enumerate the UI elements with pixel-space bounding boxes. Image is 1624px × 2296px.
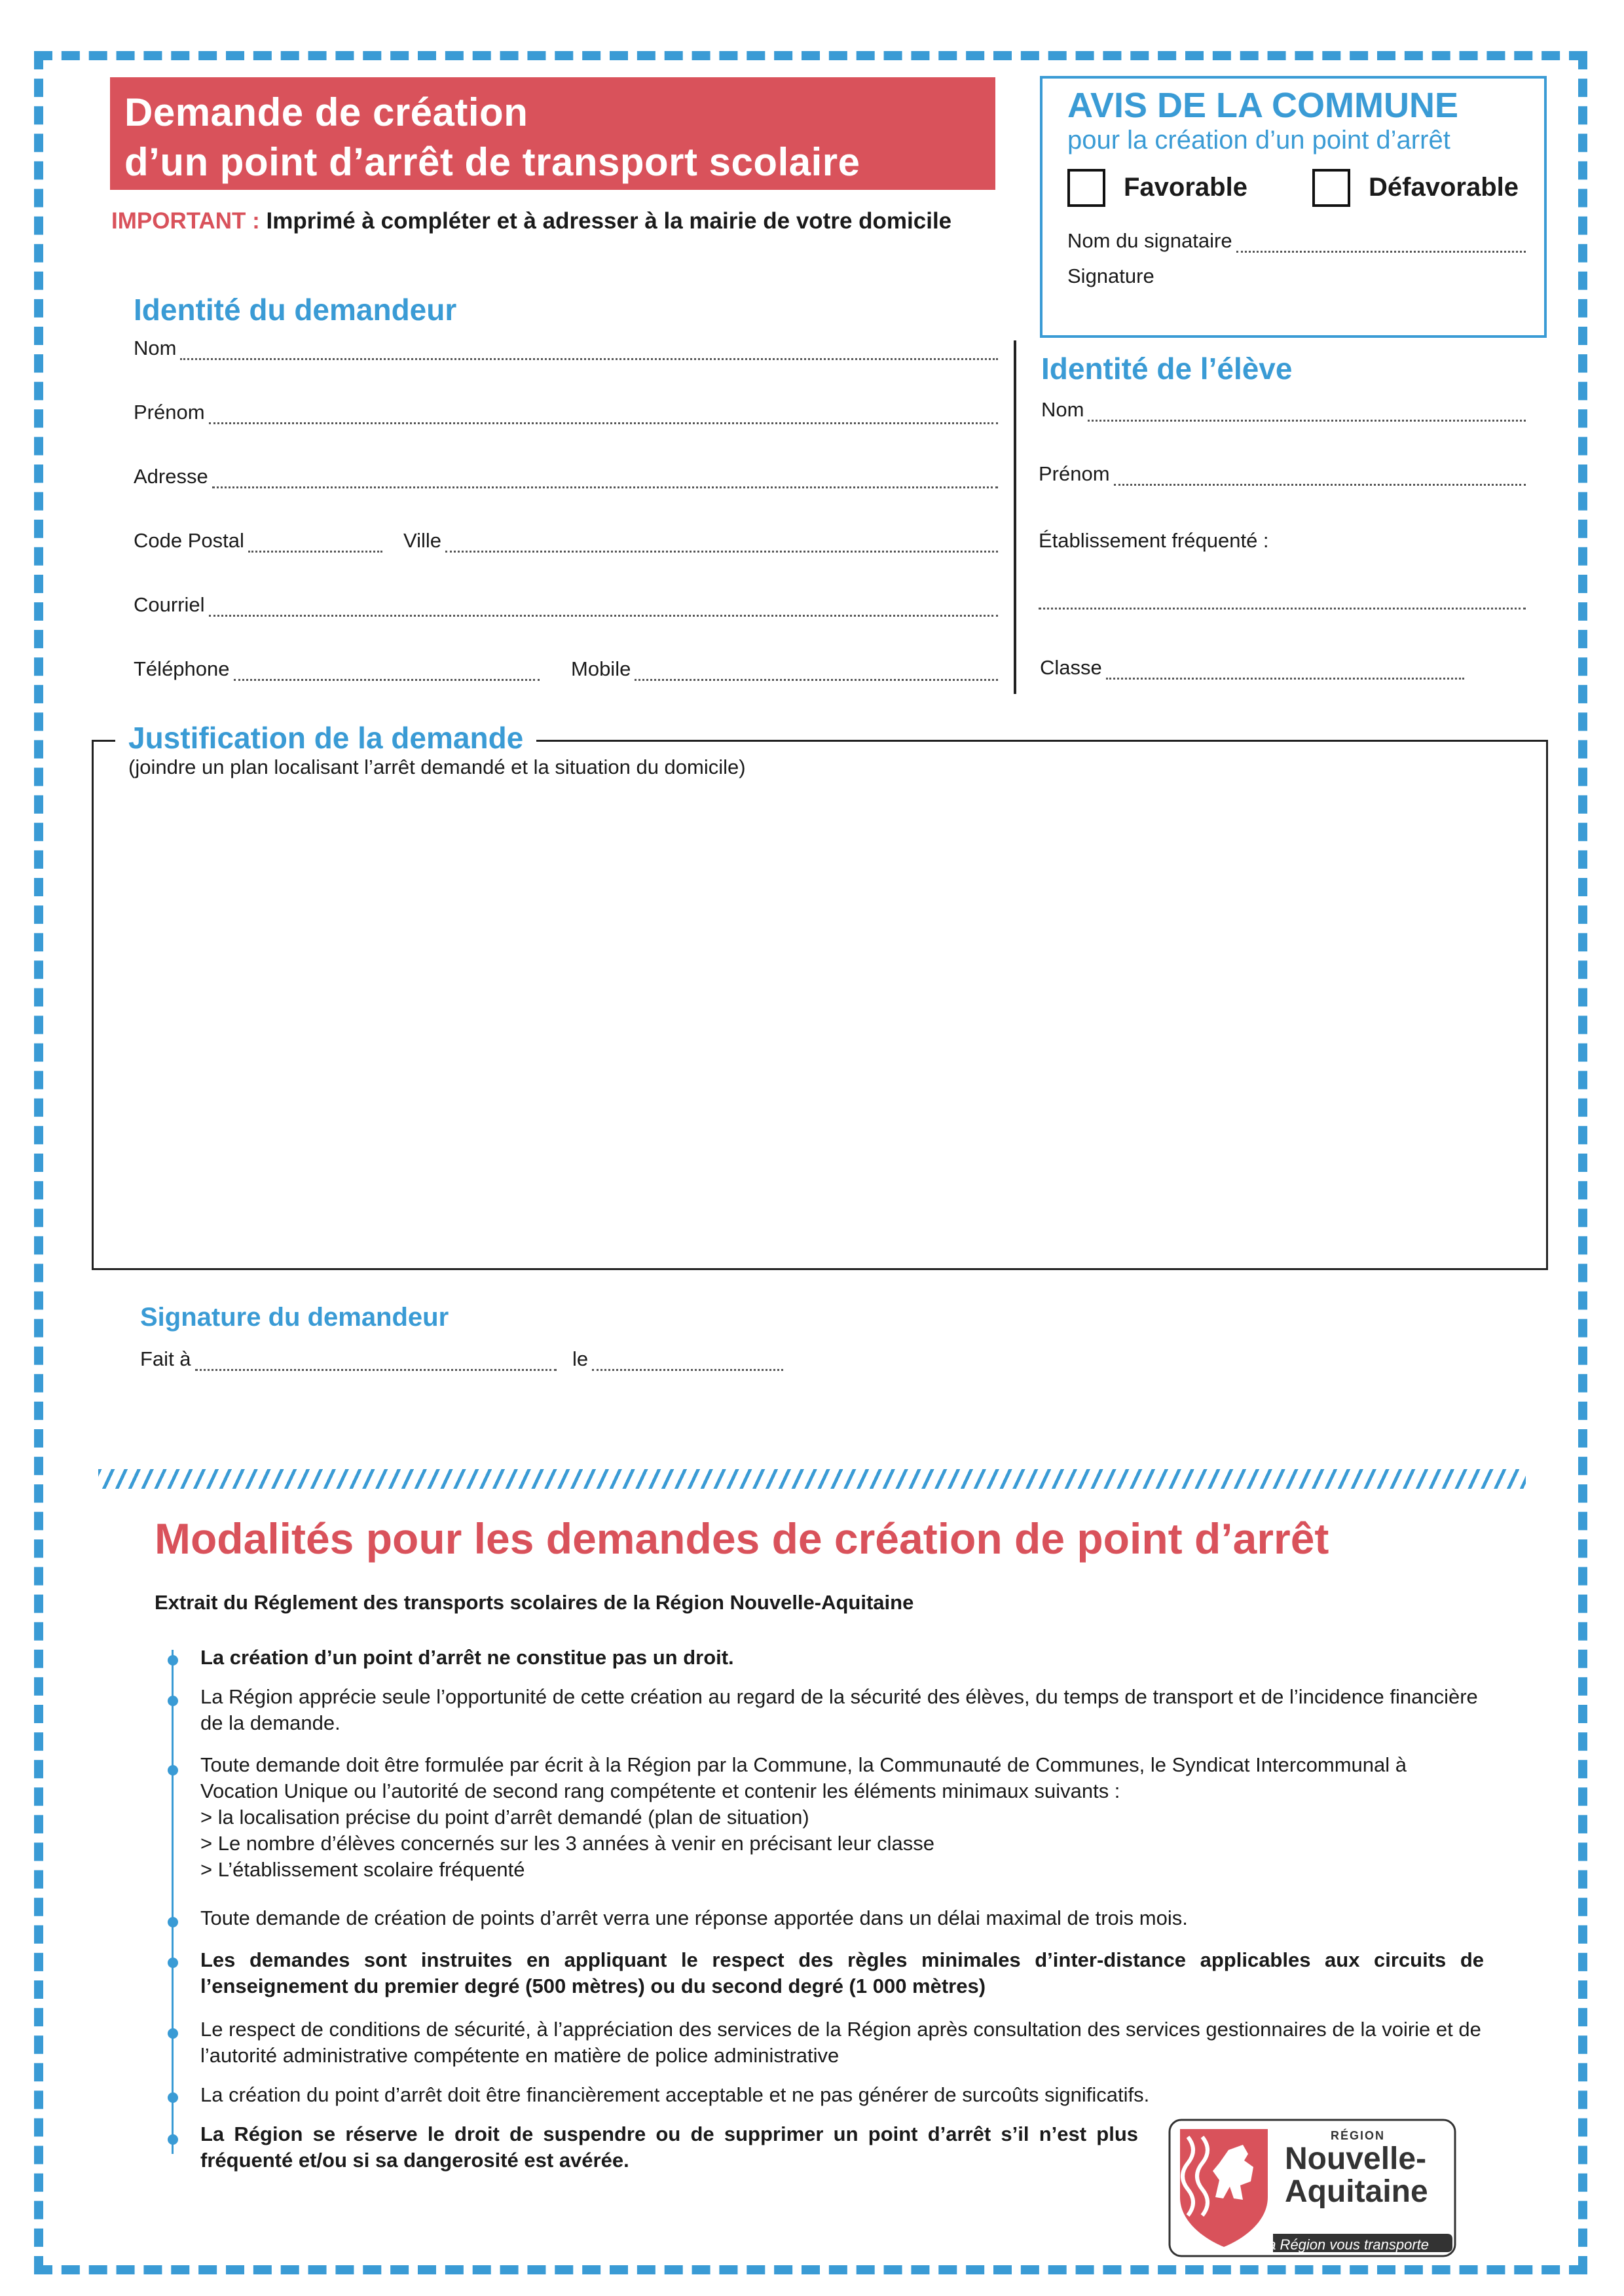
bullet-timeline-line: [172, 1650, 174, 2154]
modalite-p3-item2: > Le nombre d’élèves concernés sur les 3 années à venir en précisant leur classe: [200, 1832, 934, 1855]
modalite-p1: La création d’un point d’arrêt ne constitue pas un droit.: [200, 1646, 734, 1669]
logo-text: [1285, 2129, 1428, 2208]
eleve-nom-field[interactable]: [1041, 398, 1526, 422]
courriel-label: Courriel: [134, 593, 205, 616]
modalites-extrait: Extrait du Réglement des transports scolaires de la Région Nouvelle-Aquitaine: [155, 1591, 914, 1614]
logo-tagline: La Région vous transporte: [1259, 2236, 1430, 2253]
demandeur-section-title: Identité du demandeur: [134, 293, 457, 327]
eleve-prenom-field[interactable]: [1039, 462, 1526, 486]
modalite-p3-item3: > L’établissement scolaire fréquenté: [200, 1858, 525, 1881]
mobile-label: Mobile: [571, 657, 631, 680]
logo-name-line1: Nouvelle-: [1285, 2141, 1427, 2176]
demandeur-nom-field[interactable]: [134, 337, 998, 360]
demandeur-nom-label: Nom: [134, 337, 177, 359]
bullet-dot: [168, 2092, 178, 2103]
title-line-2: d’un point d’arrêt de transport scolaire: [124, 140, 860, 184]
bullet-dot: [168, 1696, 178, 1706]
title-line-1: Demande de création: [124, 90, 528, 134]
justification-title: Justification de la demande: [128, 721, 524, 755]
avis-subtitle: pour la création d’un point d’arrêt: [1067, 126, 1450, 155]
modalite-p8: La Région se réserve le droit de suspendre ou de supprimer un point d’arrêt s’il n’est plus fréquenté et/ou si sa dangerosité est avérée.: [200, 2123, 1138, 2172]
region-nouvelle-aquitaine-logo: [1168, 2119, 1456, 2257]
eleve-prenom-label: Prénom: [1039, 462, 1110, 485]
eleve-section-title: Identité de l’élève: [1041, 352, 1293, 386]
logo-region-word: RÉGION: [1331, 2129, 1386, 2142]
modalite-p4: Toute demande de création de points d’arrêt verra une réponse apportée dans un délai maximal de trois mois.: [200, 1906, 1188, 1929]
etablissement-label-field: [1039, 529, 1269, 553]
title-banner: [110, 77, 995, 190]
logo-name-line2: Aquitaine: [1285, 2174, 1428, 2209]
fait-a-field[interactable]: [140, 1347, 557, 1371]
date-label: le: [572, 1347, 589, 1370]
signature-commune-label: Signature: [1067, 264, 1154, 287]
modalite-p5: Les demandes sont instruites en appliquant le respect des règles minimales d’inter-distance applicables aux circuits de l’enseignement du premier degré (500 mètres) ou du second degré (1 000 mètres): [200, 1948, 1484, 1997]
modalite-p2: La Région apprécie seule l’opportunité de cette création au regard de la sécurité des élèves, du temps de transport et de l’incidence financière de la demande.: [200, 1685, 1478, 1734]
avis-commune-box: [1040, 76, 1547, 338]
justification-subtitle: (joindre un plan localisant l’arrêt demandé et la situation du domicile): [128, 756, 746, 778]
favorable-label: Favorable: [1124, 173, 1247, 202]
avis-title: AVIS DE LA COMMUNE: [1067, 86, 1459, 125]
telephone-label: Téléphone: [134, 657, 230, 680]
code-postal-label: Code Postal: [134, 529, 244, 552]
defavorable-checkbox[interactable]: [1312, 169, 1350, 207]
date-field[interactable]: [572, 1347, 783, 1371]
demandeur-prenom-label: Prénom: [134, 401, 205, 424]
ville-field[interactable]: [403, 529, 998, 553]
mobile-field[interactable]: [571, 657, 998, 681]
bullet-dot: [168, 1917, 178, 1927]
signataire-label: Nom du signataire: [1067, 229, 1232, 252]
signature-section-title: Signature du demandeur: [140, 1303, 449, 1332]
modalite-p3: [200, 1752, 1484, 1883]
modalite-p3-main: Toute demande doit être formulée par écrit à la Région par la Commune, la Communauté de Communes, le Syndicat Intercommunal à Vocation Unique ou l’autorité de second rang compétente et contenir les éléments minimaux suivants :: [200, 1753, 1407, 1802]
favorable-checkbox[interactable]: [1067, 169, 1105, 207]
defavorable-label: Défavorable: [1369, 173, 1519, 202]
important-label: IMPORTANT :: [111, 208, 260, 234]
etablissement-label: Établissement fréquenté :: [1039, 529, 1269, 552]
modalite-p7: La création du point d’arrêt doit être financièrement acceptable et ne pas générer de surcoûts significatifs.: [200, 2083, 1150, 2106]
demandeur-adresse-label: Adresse: [134, 465, 208, 488]
bullet-dot: [168, 2028, 178, 2039]
modalite-p6: Le respect de conditions de sécurité, à l’appréciation des services de la Région après consultation des services gestionnaires de la voirie et de l’autorité administrative compétente en matière de police administrative: [200, 2018, 1481, 2067]
bullet-dot: [168, 1765, 178, 1776]
etablissement-input-field[interactable]: [1039, 589, 1526, 610]
ville-label: Ville: [403, 529, 442, 552]
column-divider: [1014, 340, 1016, 694]
important-notice: [111, 208, 951, 234]
telephone-field[interactable]: [134, 657, 540, 681]
bullet-dot: [168, 2134, 178, 2145]
code-postal-field[interactable]: [134, 529, 382, 553]
classe-field[interactable]: [1040, 656, 1464, 680]
justification-title-wrap: [115, 720, 536, 756]
bullet-dot: [168, 1958, 178, 1968]
important-text: Imprimé à compléter et à adresser à la mairie de votre domicile: [259, 208, 952, 234]
classe-label: Classe: [1040, 656, 1102, 679]
demandeur-adresse-field[interactable]: [134, 465, 998, 488]
signataire-field[interactable]: [1067, 229, 1526, 253]
signature-commune-field[interactable]: [1067, 264, 1154, 288]
demandeur-prenom-field[interactable]: [134, 401, 998, 424]
justification-textarea[interactable]: [92, 740, 1548, 1270]
courriel-field[interactable]: [134, 593, 998, 617]
modalite-p3-item1: > la localisation précise du point d’arrêt demandé (plan de situation): [200, 1806, 809, 1829]
hatched-divider: [98, 1469, 1526, 1489]
eleve-nom-label: Nom: [1041, 398, 1084, 421]
fait-a-label: Fait à: [140, 1347, 191, 1370]
bullet-dot: [168, 1655, 178, 1666]
modalites-title: Modalités pour les demandes de création de point d’arrêt: [155, 1514, 1329, 1563]
